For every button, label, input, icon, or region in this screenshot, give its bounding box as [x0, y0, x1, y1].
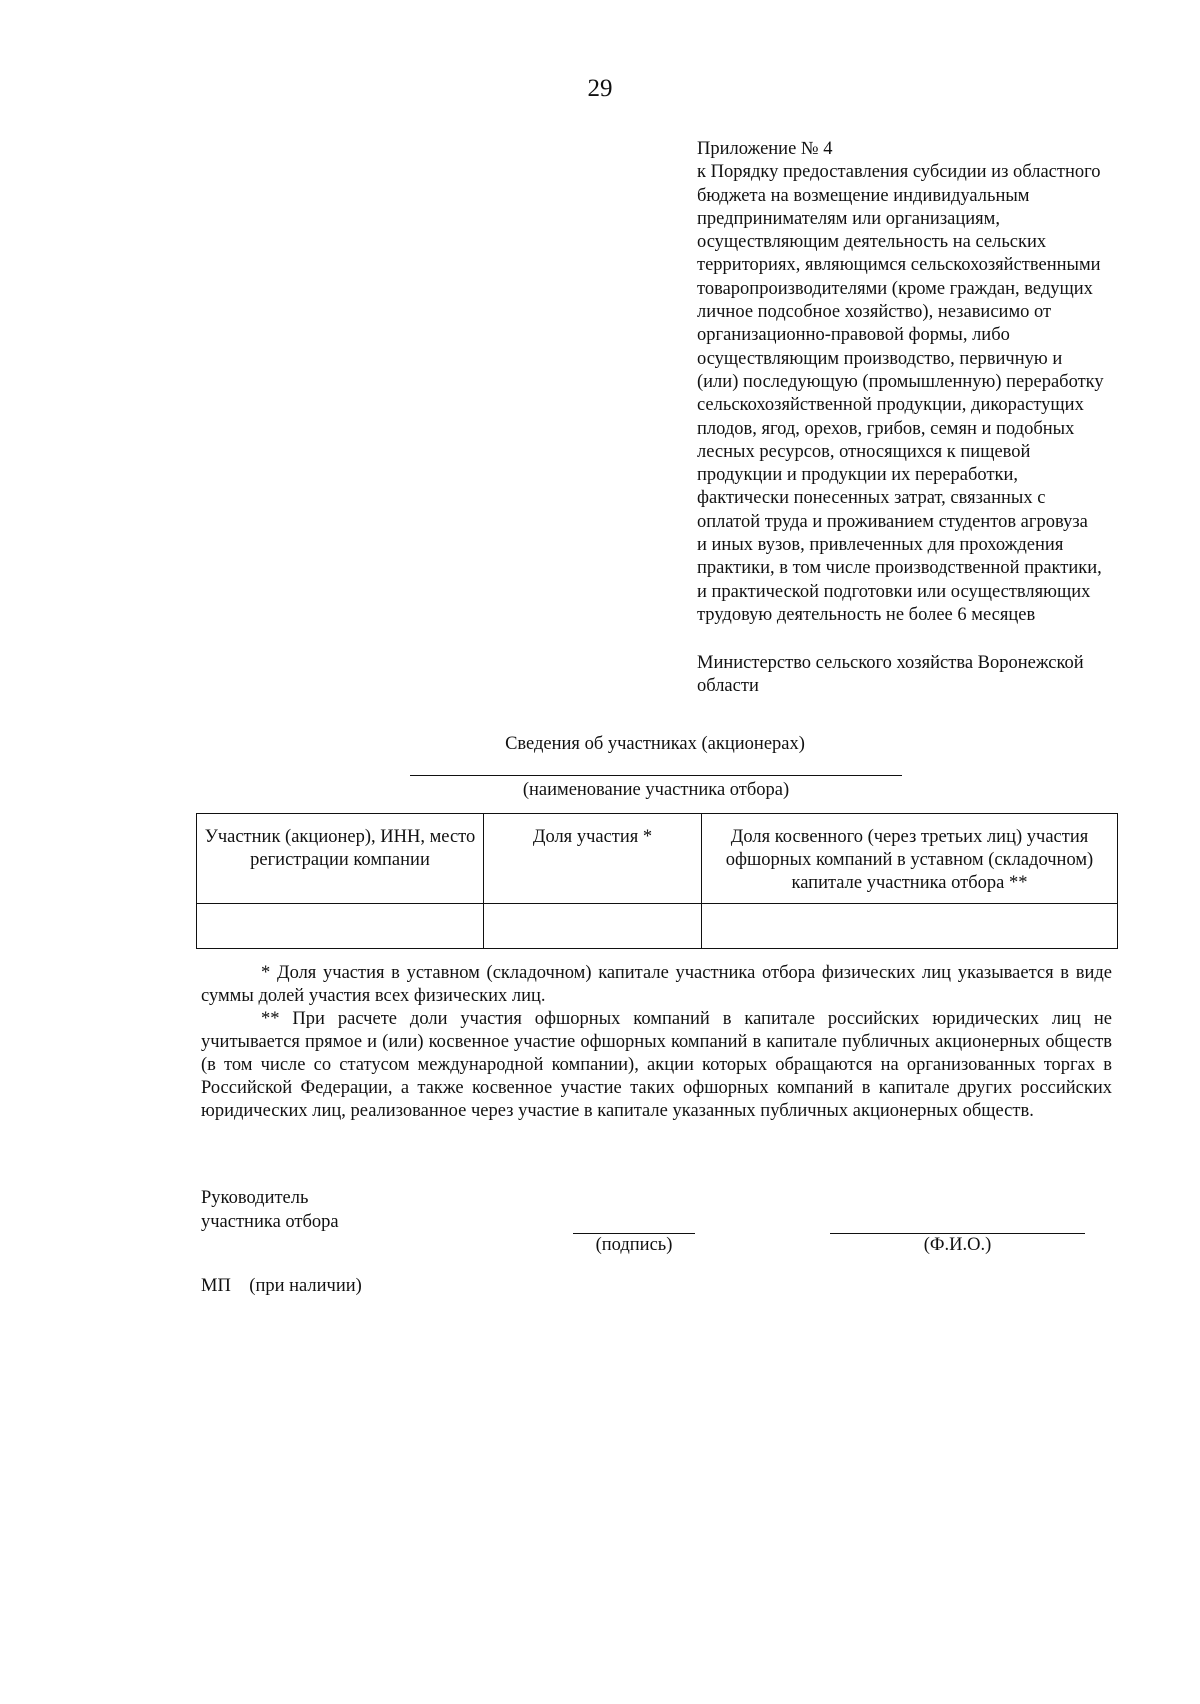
appendix-line: сельскохозяйственной продукции, дикорастущих	[697, 395, 1084, 416]
appendix-line: осуществляющим производство, первичную и	[697, 348, 1063, 369]
head-label-line: участника отбора	[201, 1212, 339, 1232]
fio-caption: (Ф.И.О.)	[923, 1235, 992, 1255]
ministry-line: Министерство сельского хозяйства Воронежской	[697, 653, 1084, 673]
appendix-line: трудовую деятельность не более 6 месяцев	[697, 604, 1036, 625]
appendix-line: лесных ресурсов, относящихся к пищевой	[697, 441, 1031, 462]
appendix-line: к Порядку предоставления субсидии из областного	[697, 162, 1101, 183]
footnote-1: * Доля участия в уставном (складочном) капитале участника отбора физических лиц указывается в виде суммы долей участия всех физических лиц.	[201, 963, 1112, 1006]
ministry-block	[697, 652, 1167, 699]
appendix-line: оплатой труда и проживанием студентов агровуза	[697, 511, 1088, 532]
appendix-line: товаропроизводителями (кроме граждан, ведущих	[697, 278, 1093, 299]
ministry-line: области	[697, 676, 759, 697]
appendix-line: и практической подготовки или осуществляющих	[697, 581, 1091, 602]
table-cell[interactable]	[484, 904, 702, 949]
participants-table	[196, 813, 1118, 949]
participant-name-caption: (наименование участника отбора)	[522, 780, 790, 800]
appendix-line: личное подсобное хозяйство), независимо от	[697, 302, 1052, 323]
table-header-participant: Участник (акционер), ИНН, место регистрации компании	[197, 814, 484, 904]
appendix-line: осуществляющим деятельность на сельских	[697, 232, 1047, 253]
table-row	[197, 904, 1118, 949]
footnotes	[201, 962, 1112, 1123]
appendix-line: Приложение № 4	[697, 139, 833, 159]
stamp-label: МП (при наличии)	[201, 1276, 362, 1296]
signature-caption: (подпись)	[595, 1235, 673, 1255]
appendix-line: территориях, являющимся сельскохозяйственными	[697, 255, 1101, 276]
footnote-2: ** При расчете доли участия офшорных компаний в капитале российских юридических лиц не учитывается прямое и (или) косвенное участие офшорных компаний в капитале публичных акционерных обществ (в том числе со статусом международной компании), акции которых обращаются на организованных торгах в Российской Федерации, а также косвенное участие таких офшорных компаний в капитале других российских юридических лиц, реализованное через участие в капитале указанных публичных акционерных обществ.	[201, 1009, 1112, 1121]
appendix-line: (или) последующую (промышленную) переработку	[697, 371, 1104, 392]
appendix-line: бюджета на возмещение индивидуальным	[697, 185, 1030, 206]
head-label-line: Руководитель	[201, 1188, 309, 1208]
appendix-line: организационно-правовой формы, либо	[697, 325, 1010, 346]
table-header-row	[197, 814, 1118, 904]
info-title: Сведения об участниках (акционерах)	[505, 734, 805, 754]
table-header-share: Доля участия *	[484, 814, 702, 904]
participant-name-line	[410, 775, 902, 776]
appendix-line: практики, в том числе производственной практики,	[697, 558, 1102, 579]
table-header-indirect-share: Доля косвенного (через третьих лиц) участия офшорных компаний в уставном (складочном) капитале участника отбора **	[702, 814, 1118, 904]
table-cell[interactable]	[702, 904, 1118, 949]
appendix-line: и иных вузов, привлеченных для прохождения	[697, 535, 1064, 556]
table-cell[interactable]	[197, 904, 484, 949]
appendix-line: продукции и продукции их переработки,	[697, 465, 1019, 486]
appendix-line: предпринимателям или организациям,	[697, 208, 1000, 229]
head-label	[201, 1186, 339, 1234]
appendix-block	[697, 138, 1167, 627]
appendix-line: фактически понесенных затрат, связанных с	[697, 488, 1046, 509]
appendix-line: плодов, ягод, орехов, грибов, семян и подобных	[697, 418, 1075, 439]
page-number: 29	[587, 75, 613, 102]
